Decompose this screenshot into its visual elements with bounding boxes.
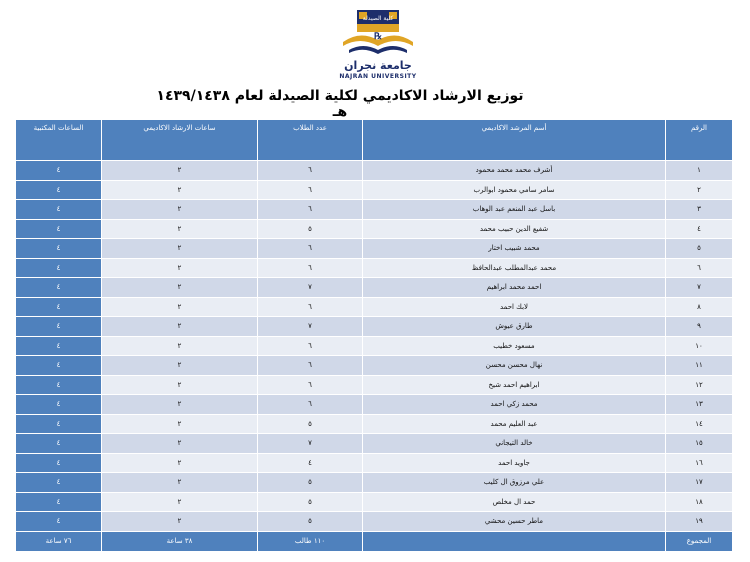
advising-hours-cell: ٢ (102, 200, 258, 220)
advisor-name-cell: عبد العليم محمد (363, 414, 666, 434)
advisor-name-cell: جاويد احمد (363, 453, 666, 473)
advising-hours-cell: ٢ (102, 356, 258, 376)
row-number-cell: ١٤ (666, 414, 733, 434)
advising-hours-cell: ٢ (102, 434, 258, 454)
student-count-cell: ٧ (258, 434, 363, 454)
office-hours-cell: ٤ (16, 512, 102, 532)
table-row (16, 414, 733, 434)
student-count-cell: ٦ (258, 336, 363, 356)
office-hours-cell: ٤ (16, 473, 102, 493)
table-row (16, 239, 733, 259)
office-hours-cell: ٤ (16, 219, 102, 239)
row-number-cell: ٩ (666, 317, 733, 337)
student-count-cell: ٧ (258, 278, 363, 298)
logo-rx-mark: ℞ (373, 32, 383, 42)
row-number-cell: ٥ (666, 239, 733, 259)
office-hours-cell: ٤ (16, 278, 102, 298)
office-hours-cell: ٤ (16, 434, 102, 454)
student-count-cell: ٦ (258, 375, 363, 395)
row-number-cell: ٨ (666, 297, 733, 317)
advising-hours-cell: ٢ (102, 395, 258, 415)
student-count-cell: ٦ (258, 200, 363, 220)
total-students: ١١٠ طالب (258, 531, 363, 551)
student-count-cell: ٦ (258, 356, 363, 376)
student-count-cell: ٦ (258, 161, 363, 181)
advisor-name-cell: نهال محسن محسن (363, 356, 666, 376)
advisor-name-cell: احمد محمد ابراهيم (363, 278, 666, 298)
advisor-name-cell: ماطر حسين محشي (363, 512, 666, 532)
table-row (16, 180, 733, 200)
student-count-cell: ٦ (258, 180, 363, 200)
row-number-cell: ٦ (666, 258, 733, 278)
advisor-name-cell: حمد ال مخلص (363, 492, 666, 512)
table-row (16, 375, 733, 395)
advising-hours-cell: ٢ (102, 180, 258, 200)
office-hours-cell: ٤ (16, 239, 102, 259)
student-count-cell: ٥ (258, 492, 363, 512)
row-number-cell: ١٢ (666, 375, 733, 395)
table-row (16, 492, 733, 512)
advising-hours-cell: ٢ (102, 297, 258, 317)
student-count-cell: ٦ (258, 395, 363, 415)
row-number-cell: ٤ (666, 219, 733, 239)
advising-hours-cell: ٢ (102, 161, 258, 181)
table-row (16, 297, 733, 317)
row-number-cell: ١٥ (666, 434, 733, 454)
advising-hours-cell: ٢ (102, 473, 258, 493)
office-hours-cell: ٤ (16, 414, 102, 434)
office-hours-cell: ٤ (16, 492, 102, 512)
header-office-hours: الساعات المكتبية (16, 120, 102, 161)
office-hours-cell: ٤ (16, 356, 102, 376)
advising-hours-cell: ٢ (102, 375, 258, 395)
table-row (16, 336, 733, 356)
advisor-name-cell: علي مرزوق ال كليب (363, 473, 666, 493)
advisor-name-cell: طارق عيوش (363, 317, 666, 337)
student-count-cell: ٥ (258, 414, 363, 434)
row-number-cell: ١٣ (666, 395, 733, 415)
advisor-name-cell: محمد عبدالمطلب عبدالحافظ (363, 258, 666, 278)
table-row (16, 219, 733, 239)
student-count-cell: ٦ (258, 239, 363, 259)
advisors-table (15, 119, 733, 552)
header-advising-hours: ساعات الارشاد الاكاديمي (102, 120, 258, 161)
advising-hours-cell: ٢ (102, 512, 258, 532)
student-count-cell: ٧ (258, 317, 363, 337)
table-row (16, 512, 733, 532)
logo-banner-text: كلية الصيدلة (362, 15, 394, 22)
office-hours-cell: ٤ (16, 200, 102, 220)
row-number-cell: ١٦ (666, 453, 733, 473)
advising-hours-cell: ٢ (102, 336, 258, 356)
advisor-name-cell: لابك احمد (363, 297, 666, 317)
table-row (16, 434, 733, 454)
table-row (16, 395, 733, 415)
advisor-name-cell: خالد التيجاني (363, 434, 666, 454)
advisor-name-cell: باسل عبد المنعم عبد الوهاب (363, 200, 666, 220)
najran-university-logo (335, 6, 421, 82)
advisor-name-cell: مسعود خطيب (363, 336, 666, 356)
header-number: الرقم (666, 120, 733, 161)
document-title: توزيع الارشاد الاكاديمي لكلية الصيدلة لعام ١٤٣٩/١٤٣٨ هـ (156, 88, 524, 120)
total-name-blank (363, 531, 666, 551)
total-advising-hours: ٣٨ ساعة (102, 531, 258, 551)
advising-hours-cell: ٢ (102, 453, 258, 473)
table-row (16, 161, 733, 181)
student-count-cell: ٥ (258, 512, 363, 532)
advisor-name-cell: محمد زكي احمد (363, 395, 666, 415)
advising-hours-cell: ٢ (102, 278, 258, 298)
header-student-count: عدد الطلاب (258, 120, 363, 161)
student-count-cell: ٥ (258, 473, 363, 493)
advising-hours-cell: ٢ (102, 414, 258, 434)
advising-hours-cell: ٢ (102, 258, 258, 278)
table-row (16, 200, 733, 220)
advising-hours-cell: ٢ (102, 317, 258, 337)
table-row (16, 317, 733, 337)
total-label: المجموع (666, 531, 733, 551)
table-row (16, 473, 733, 493)
row-number-cell: ١٠ (666, 336, 733, 356)
row-number-cell: ١٨ (666, 492, 733, 512)
student-count-cell: ٤ (258, 453, 363, 473)
row-number-cell: ١ (666, 161, 733, 181)
table-total-row (16, 531, 733, 551)
table-row (16, 453, 733, 473)
office-hours-cell: ٤ (16, 375, 102, 395)
student-count-cell: ٦ (258, 258, 363, 278)
office-hours-cell: ٤ (16, 317, 102, 337)
advisor-name-cell: أشرف محمد محمد محمود (363, 161, 666, 181)
row-number-cell: ١٧ (666, 473, 733, 493)
office-hours-cell: ٤ (16, 453, 102, 473)
header-advisor-name: أسم المرشد الاكاديمي (363, 120, 666, 161)
logo-english-name: NAJRAN UNIVERSITY (339, 73, 417, 80)
row-number-cell: ١٩ (666, 512, 733, 532)
total-office-hours: ٧٦ ساعة (16, 531, 102, 551)
advisor-name-cell: ابراهيم احمد شيخ (363, 375, 666, 395)
student-count-cell: ٥ (258, 219, 363, 239)
logo-arabic-name: جامعة نجران (344, 59, 412, 72)
office-hours-cell: ٤ (16, 297, 102, 317)
student-count-cell: ٦ (258, 297, 363, 317)
advising-hours-cell: ٢ (102, 239, 258, 259)
advisor-name-cell: محمد شبيب اختار (363, 239, 666, 259)
advising-hours-cell: ٢ (102, 219, 258, 239)
office-hours-cell: ٤ (16, 258, 102, 278)
row-number-cell: ١١ (666, 356, 733, 376)
advisor-name-cell: شفيع الدين حبيب محمد (363, 219, 666, 239)
office-hours-cell: ٤ (16, 180, 102, 200)
office-hours-cell: ٤ (16, 161, 102, 181)
row-number-cell: ٣ (666, 200, 733, 220)
table-header-row (16, 120, 733, 161)
office-hours-cell: ٤ (16, 336, 102, 356)
office-hours-cell: ٤ (16, 395, 102, 415)
table-row (16, 356, 733, 376)
advising-hours-cell: ٢ (102, 492, 258, 512)
table-row (16, 258, 733, 278)
logo-emblem-icon (335, 6, 421, 62)
row-number-cell: ٢ (666, 180, 733, 200)
advisor-name-cell: سامر سامي محمود ابوالرب (363, 180, 666, 200)
row-number-cell: ٧ (666, 278, 733, 298)
table-row (16, 278, 733, 298)
